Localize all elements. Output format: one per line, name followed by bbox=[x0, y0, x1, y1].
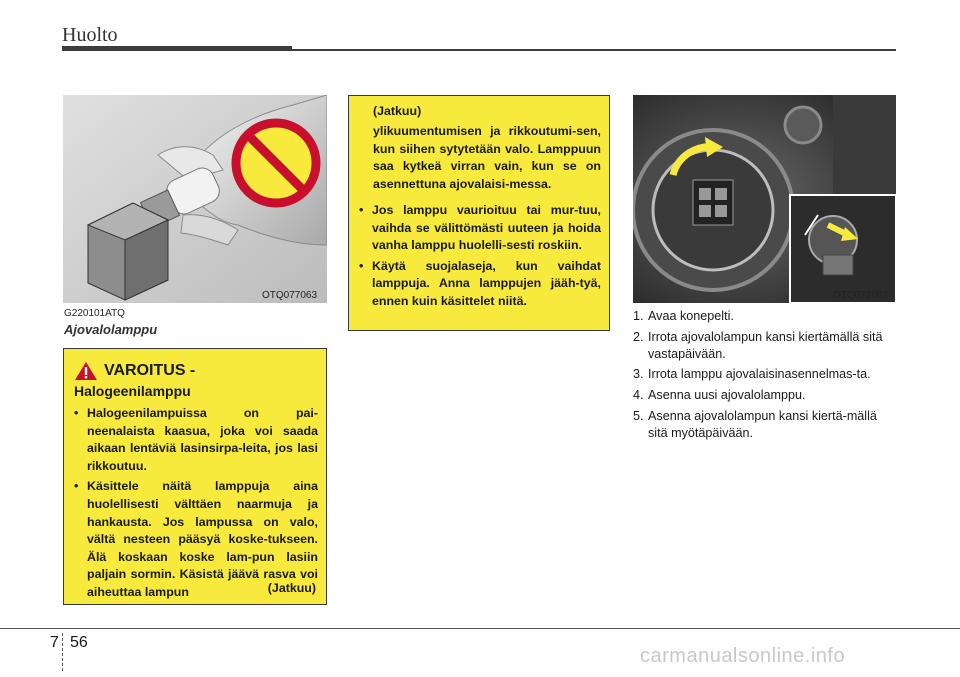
footer-divider bbox=[62, 633, 63, 671]
headlamp-assembly-photo bbox=[633, 95, 896, 303]
warning-bullet-list bbox=[72, 405, 318, 605]
header-bar bbox=[62, 46, 292, 51]
continued-paragraph: ylikuumentumisen ja rikkoutumi-sen, kun siihen sytytetään valo. Lamppuun saa kytkeä virran vain, kun se on asennettuna ajovalaisi-messa. bbox=[373, 124, 601, 191]
list-item: • Käytä suojalaseja, kun vaihdat lamppuja. Anna lamppujen jääh-tyä, ennen kuin käsittelet niitä. bbox=[359, 258, 601, 308]
list-item: 1. Avaa konepelti. bbox=[633, 309, 734, 323]
header-rule bbox=[292, 49, 896, 51]
bulb-handling-photo bbox=[63, 95, 327, 303]
bulb-handling-illustration bbox=[63, 95, 327, 303]
section-title: Ajovalolamppu bbox=[64, 322, 158, 337]
list-item: • Käsittele näitä lamppuja aina huolellisesti välttäen naarmuja ja hankausta. Jos lampussa on valo, vältä nesteen pääsyä koske-tukseen. Älä koskaan koske lam-pun lasiin paljain sormin. Käsistä jäävä rasva voi aiheuttaa lampun bbox=[74, 479, 318, 599]
list-item: 2. Irrota ajovalolampun kansi kiertämällä sitä vastapäivään. bbox=[633, 329, 883, 361]
continued-warning-box bbox=[348, 95, 610, 331]
chapter-number: 7 bbox=[50, 634, 59, 651]
page-number: 56 bbox=[70, 634, 88, 651]
list-item: 4. Asenna uusi ajovalolamppu. bbox=[633, 388, 806, 403]
watermark: carmanualsonline.info bbox=[640, 645, 846, 667]
warning-title: VAROITUS - bbox=[104, 362, 196, 379]
continued-bullet-list bbox=[357, 202, 601, 314]
procedure-steps bbox=[633, 308, 895, 446]
list-item: 3. Irrota lamppu ajovalaisinasennelmas-ta. bbox=[633, 367, 871, 382]
section-code: G220101ATQ bbox=[64, 308, 125, 319]
footer-rule bbox=[0, 628, 960, 629]
right-photo-caption: OTQ077062 bbox=[833, 290, 889, 301]
list-item: 5. Asenna ajovalolampun kansi kiertä-mällä sitä myötäpäivään. bbox=[633, 408, 877, 440]
header-title: Huolto bbox=[62, 24, 118, 46]
warning-header bbox=[74, 361, 195, 381]
warning-subtitle: Halogeenilamppu bbox=[74, 383, 191, 399]
list-item: • Jos lamppu vaurioituu tai mur-tuu, vaihda se välittömästi uuteen ja hoida vanha lamppu huolelli-sesti roskiin. bbox=[359, 203, 601, 253]
list-item: • Halogeenilampuissa on pai-neenalaista kaasua, joka voi saada aikaan lentäviä lasinsirpa-leita, jos lasi rikkoutuu. bbox=[74, 406, 318, 473]
headlamp-illustration bbox=[633, 95, 896, 303]
warning-triangle-icon bbox=[74, 361, 98, 381]
continued-heading: (Jatkuu) bbox=[373, 104, 422, 118]
warning-continued-label: (Jatkuu) bbox=[267, 581, 316, 595]
left-photo-caption: OTQ077063 bbox=[262, 290, 318, 301]
warning-box bbox=[63, 348, 327, 605]
